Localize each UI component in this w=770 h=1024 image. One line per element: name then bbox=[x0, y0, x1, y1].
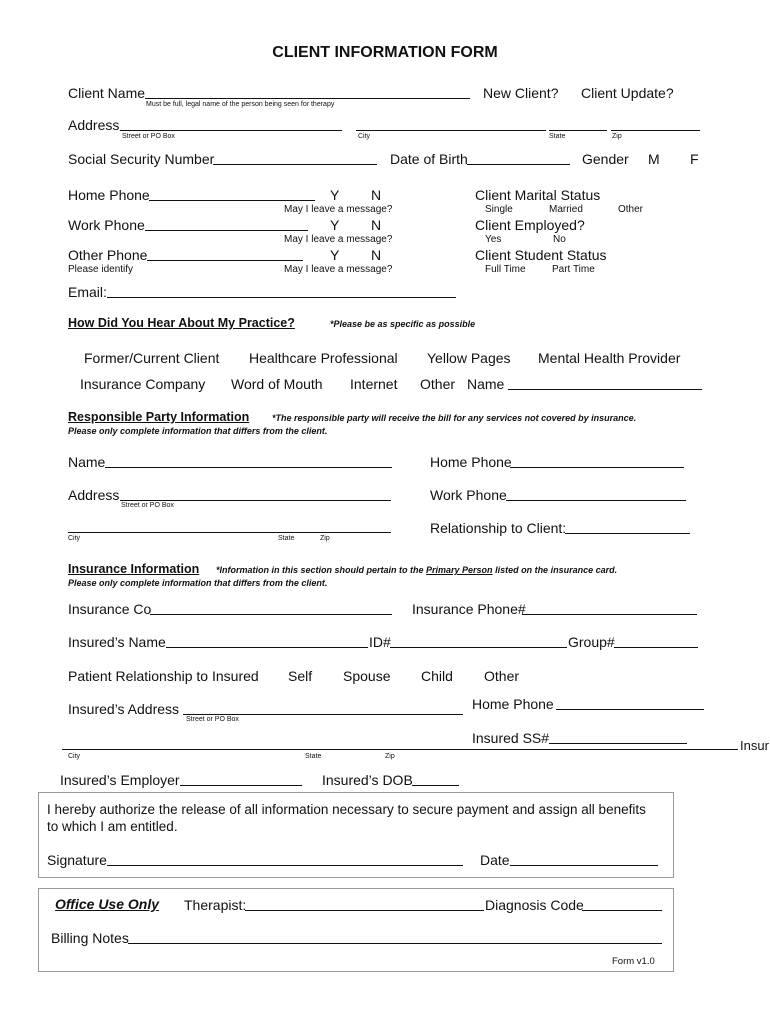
gender-f-option[interactable]: F bbox=[690, 151, 699, 167]
insured-ss-label: Insured SS# bbox=[472, 730, 550, 746]
responsible-relationship-label: Relationship to Client: bbox=[430, 520, 567, 536]
insured-street-hint: Street or PO Box bbox=[186, 716, 239, 723]
insured-ss-field[interactable] bbox=[549, 743, 687, 744]
responsible-home-phone-field[interactable] bbox=[510, 467, 684, 468]
signature-label: Signature bbox=[47, 852, 107, 868]
email-label: Email: bbox=[68, 284, 107, 300]
address-zip-field[interactable] bbox=[611, 130, 700, 131]
insured-home-phone-field[interactable] bbox=[556, 709, 704, 710]
relationship-other-option[interactable]: Other bbox=[484, 668, 520, 684]
insured-state-hint: State bbox=[305, 753, 322, 760]
insured-group-field[interactable] bbox=[614, 647, 698, 648]
responsible-street-hint: Street or PO Box bbox=[121, 502, 174, 509]
relationship-self-option[interactable]: Self bbox=[288, 668, 313, 684]
work-phone-yes[interactable]: Y bbox=[330, 217, 340, 233]
billing-notes-field[interactable] bbox=[128, 943, 662, 944]
authorization-date-label: Date bbox=[480, 852, 510, 868]
gender-m-option[interactable]: M bbox=[648, 151, 660, 167]
responsible-zip-hint: Zip bbox=[320, 535, 330, 542]
other-phone-field[interactable] bbox=[147, 260, 303, 261]
insured-group-label: Group# bbox=[568, 634, 615, 650]
home-phone-label: Home Phone bbox=[68, 187, 150, 203]
client-name-label: Client Name bbox=[68, 85, 146, 101]
authorization-date-field[interactable] bbox=[510, 865, 658, 866]
insurance-note: *Information in this section should pertain to the Primary Person listed on the insurance card. bbox=[216, 565, 618, 575]
marital-status-label: Client Marital Status bbox=[475, 187, 601, 203]
home-phone-message-hint: May I leave a message? bbox=[284, 204, 393, 215]
marital-married-option[interactable]: Married bbox=[549, 204, 583, 215]
relationship-spouse-option[interactable]: Spouse bbox=[343, 668, 391, 684]
authorization-text-line1: I hereby authorize the release of all information necessary to secure payment and assign all benefits bbox=[47, 802, 646, 817]
ssn-label: Social Security Number bbox=[68, 151, 215, 167]
referral-option-former-client[interactable]: Former/Current Client bbox=[84, 350, 220, 366]
insured-name-field[interactable] bbox=[166, 647, 368, 648]
referral-option-healthcare-professional[interactable]: Healthcare Professional bbox=[249, 350, 398, 366]
signature-field[interactable] bbox=[107, 865, 463, 866]
zip-hint: Zip bbox=[612, 133, 622, 140]
address-city-field[interactable] bbox=[356, 130, 546, 131]
insured-employer-field[interactable] bbox=[180, 785, 302, 786]
office-use-heading: Office Use Only bbox=[55, 896, 160, 912]
insurance-heading: Insurance Information bbox=[68, 562, 200, 576]
referral-option-mental-health-provider[interactable]: Mental Health Provider bbox=[538, 350, 681, 366]
referral-option-yellow-pages[interactable]: Yellow Pages bbox=[427, 350, 511, 366]
insured-city-state-zip-field[interactable] bbox=[62, 749, 738, 750]
student-part-time-option[interactable]: Part Time bbox=[552, 264, 595, 275]
insured-city-hint: City bbox=[68, 753, 81, 760]
client-name-field[interactable] bbox=[145, 98, 470, 99]
referral-option-word-of-mouth[interactable]: Word of Mouth bbox=[231, 376, 323, 392]
billing-notes-label: Billing Notes bbox=[51, 930, 129, 946]
insurance-phone-field[interactable] bbox=[522, 614, 697, 615]
marital-single-option[interactable]: Single bbox=[485, 204, 513, 215]
work-phone-message-hint: May I leave a message? bbox=[284, 234, 393, 245]
insurance-phone-label: Insurance Phone# bbox=[412, 601, 526, 617]
work-phone-label: Work Phone bbox=[68, 217, 145, 233]
other-phone-message-hint: May I leave a message? bbox=[284, 264, 393, 275]
referral-name-label: Name bbox=[467, 376, 505, 392]
insured-zip-hint: Zip bbox=[385, 753, 395, 760]
responsible-name-label: Name bbox=[68, 454, 106, 470]
responsible-party-heading: Responsible Party Information bbox=[68, 410, 250, 424]
employed-label: Client Employed? bbox=[475, 217, 585, 233]
insured-dob-field[interactable] bbox=[412, 785, 459, 786]
referral-name-field[interactable] bbox=[508, 389, 702, 390]
referral-option-insurance-company[interactable]: Insurance Company bbox=[80, 376, 206, 392]
insured-cutoff-label: Insur bbox=[740, 738, 769, 753]
work-phone-no[interactable]: N bbox=[371, 217, 382, 233]
insurance-company-field[interactable] bbox=[150, 614, 392, 615]
new-client-option[interactable]: New Client? bbox=[483, 85, 559, 101]
client-update-option[interactable]: Client Update? bbox=[581, 85, 674, 101]
please-identify-hint: Please identify bbox=[68, 264, 134, 275]
insured-id-field[interactable] bbox=[390, 647, 567, 648]
street-hint: Street or PO Box bbox=[122, 133, 175, 140]
authorization-text-line2: to which I am entitled. bbox=[47, 819, 178, 834]
employed-no-option[interactable]: No bbox=[553, 234, 566, 245]
insured-id-label: ID# bbox=[369, 634, 391, 650]
relationship-child-option[interactable]: Child bbox=[421, 668, 453, 684]
responsible-address-label: Address bbox=[68, 487, 120, 503]
form-version: Form v1.0 bbox=[612, 956, 655, 967]
insured-address-field[interactable] bbox=[183, 714, 463, 715]
dob-label: Date of Birth bbox=[390, 151, 468, 167]
address-state-field[interactable] bbox=[549, 130, 607, 131]
address-street-field[interactable] bbox=[120, 130, 342, 131]
page-title: CLIENT INFORMATION FORM bbox=[272, 44, 498, 61]
state-hint: State bbox=[549, 133, 566, 140]
insurance-company-label: Insurance Co bbox=[68, 601, 152, 617]
responsible-address-field[interactable] bbox=[120, 500, 391, 501]
therapist-label: Therapist: bbox=[184, 897, 247, 913]
responsible-name-field[interactable] bbox=[105, 467, 392, 468]
insured-home-phone-label: Home Phone bbox=[472, 696, 554, 712]
referral-option-internet[interactable]: Internet bbox=[350, 376, 398, 392]
responsible-home-phone-label: Home Phone bbox=[430, 454, 512, 470]
referral-note: *Please be as specific as possible bbox=[330, 319, 476, 329]
responsible-work-phone-field[interactable] bbox=[506, 500, 686, 501]
responsible-city-hint: City bbox=[68, 535, 81, 542]
email-field[interactable] bbox=[107, 297, 456, 298]
insured-name-label: Insured’s Name bbox=[68, 634, 166, 650]
diagnosis-code-label: Diagnosis Code bbox=[485, 897, 584, 913]
responsible-work-phone-label: Work Phone bbox=[430, 487, 507, 503]
gender-label: Gender bbox=[582, 151, 629, 167]
diagnosis-code-field[interactable] bbox=[582, 910, 662, 911]
responsible-party-note: *The responsible party will receive the bill for any services not covered by insurance. bbox=[272, 413, 637, 423]
work-phone-field[interactable] bbox=[145, 230, 308, 231]
responsible-city-state-zip-field[interactable] bbox=[68, 532, 391, 533]
student-status-label: Client Student Status bbox=[475, 247, 607, 263]
insured-dob-label: Insured’s DOB bbox=[322, 772, 413, 788]
insured-employer-label: Insured’s Employer bbox=[60, 772, 180, 788]
home-phone-no[interactable]: N bbox=[371, 187, 382, 203]
patient-relationship-label: Patient Relationship to Insured bbox=[68, 668, 259, 684]
home-phone-yes[interactable]: Y bbox=[330, 187, 340, 203]
other-phone-label: Other Phone bbox=[68, 247, 148, 263]
marital-other-option[interactable]: Other bbox=[618, 204, 644, 215]
address-label: Address bbox=[68, 117, 120, 133]
ssn-field[interactable] bbox=[213, 164, 377, 165]
insured-address-label: Insured’s Address bbox=[68, 701, 180, 717]
other-phone-no[interactable]: N bbox=[371, 247, 382, 263]
other-phone-yes[interactable]: Y bbox=[330, 247, 340, 263]
referral-option-other[interactable]: Other bbox=[420, 376, 456, 392]
responsible-state-hint: State bbox=[278, 535, 295, 542]
client-name-hint: Must be full, legal name of the person being seen for therapy bbox=[146, 101, 335, 108]
city-hint: City bbox=[358, 133, 371, 140]
referral-heading: How Did You Hear About My Practice? bbox=[68, 316, 295, 330]
therapist-field[interactable] bbox=[245, 910, 484, 911]
responsible-party-note2: Please only complete information that differs from the client. bbox=[68, 426, 328, 436]
home-phone-field[interactable] bbox=[149, 200, 315, 201]
insurance-note2: Please only complete information that differs from the client. bbox=[68, 578, 328, 588]
dob-field[interactable] bbox=[467, 164, 570, 165]
student-full-time-option[interactable]: Full Time bbox=[485, 264, 526, 275]
employed-yes-option[interactable]: Yes bbox=[485, 234, 502, 245]
responsible-relationship-field[interactable] bbox=[565, 533, 690, 534]
